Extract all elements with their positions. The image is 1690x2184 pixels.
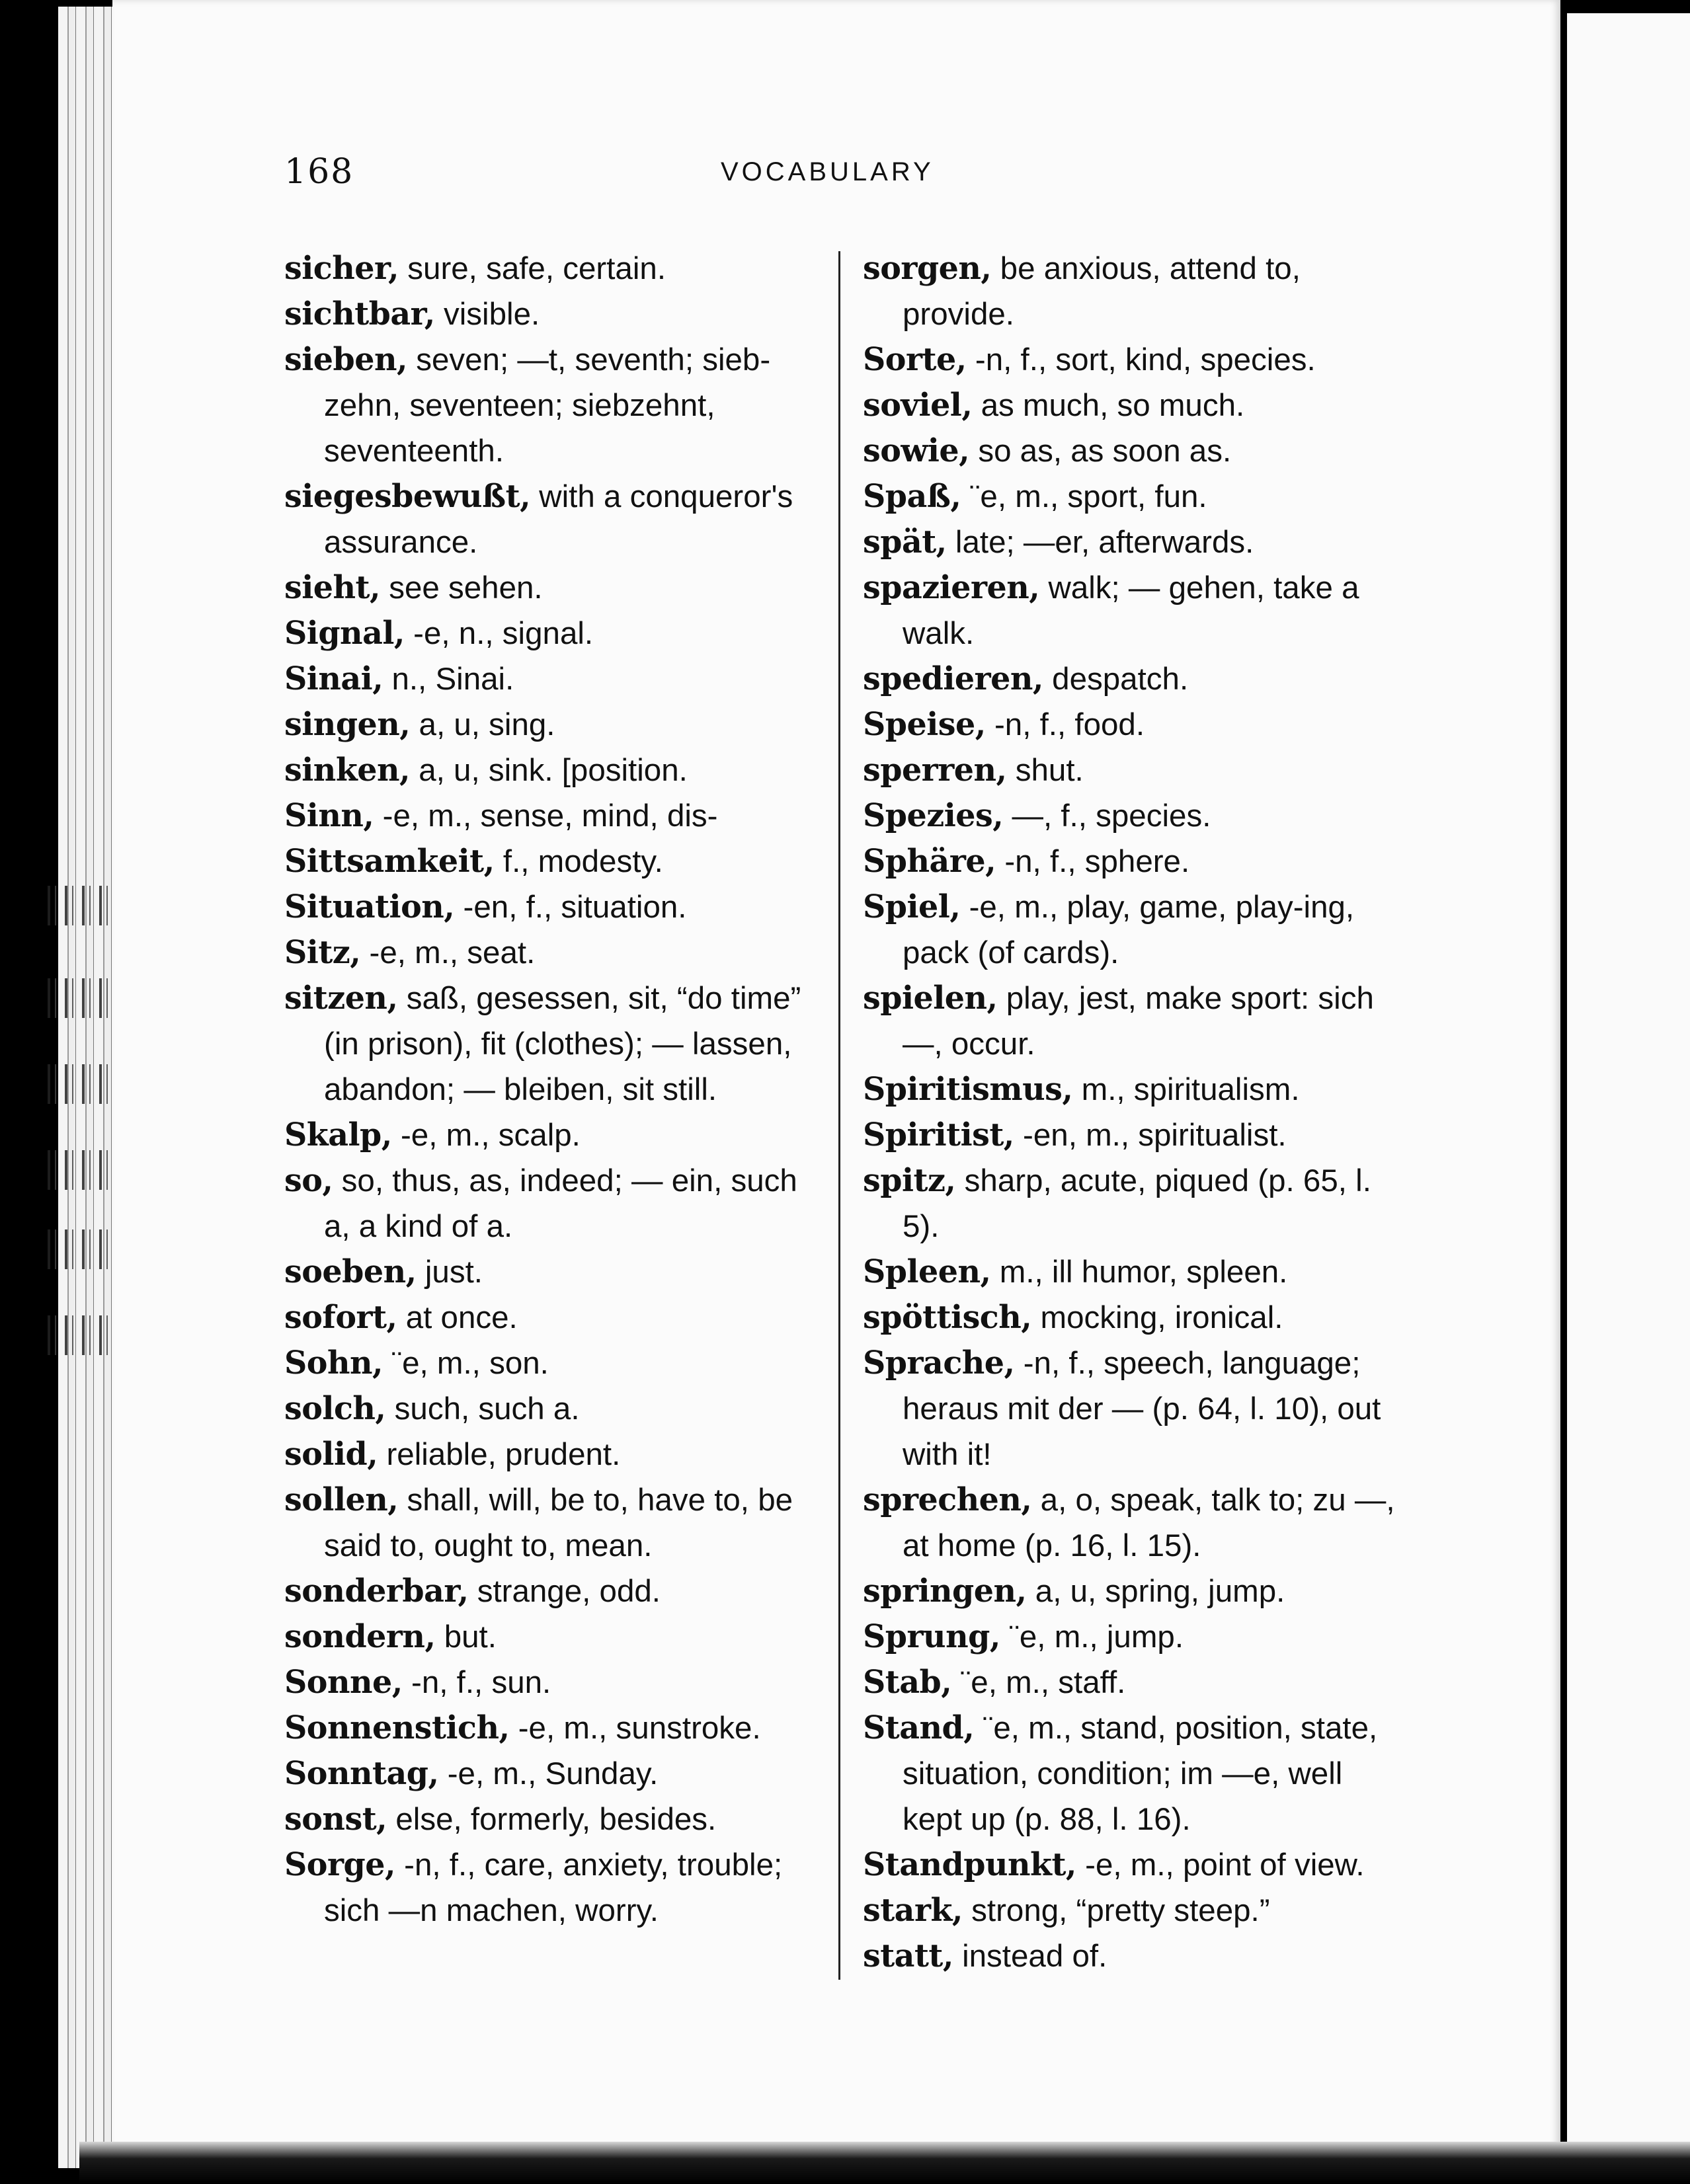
vocabulary-entry [863, 565, 1398, 656]
definition: sure, safe, certain. [399, 251, 666, 286]
definition: so as, as soon as. [969, 434, 1232, 469]
vocabulary-entry [284, 1295, 813, 1341]
headword: Sphäre, [863, 843, 996, 880]
headword: sieht, [284, 569, 381, 606]
definition: n., Sinai. [383, 662, 514, 697]
vocabulary-entry [863, 1705, 1398, 1842]
headword: Sinai, [284, 660, 383, 697]
definition: shut. [1006, 753, 1084, 788]
vocabulary-entry [284, 1705, 813, 1751]
headword: sonst, [284, 1801, 387, 1838]
headword: Stab, [863, 1664, 952, 1701]
headword: sichtbar, [284, 295, 435, 332]
column-divider [838, 251, 840, 1980]
vocabulary-entry [863, 428, 1398, 474]
definition: instead of. [953, 1939, 1107, 1974]
page-bottom-edge [79, 2142, 1690, 2184]
vocabulary-entry [863, 1158, 1398, 1249]
page-edge-mark [48, 1064, 120, 1104]
definition: f., modesty. [494, 844, 663, 879]
vocabulary-entry [863, 1660, 1398, 1705]
definition: -n, f., care, anxiety, trouble; sich —n machen, worry. [324, 1848, 783, 1928]
definition: with a conqueror's assurance. [324, 479, 793, 560]
definition: m., ill humor, spleen. [990, 1255, 1288, 1290]
headword: sieben, [284, 341, 408, 378]
vocabulary-entry [284, 839, 813, 884]
headword: Speise, [863, 706, 986, 743]
headword: Sonnenstich, [284, 1709, 510, 1746]
definition: shall, will, be to, have to, be said to, ought to, mean. [324, 1483, 793, 1563]
headword: spielen, [863, 980, 998, 1017]
vocabulary-entry [863, 474, 1398, 520]
page-gutter [1560, 0, 1567, 2168]
headword: soeben, [284, 1253, 417, 1290]
vocabulary-entry [284, 976, 813, 1112]
vocabulary-entry [284, 1751, 813, 1797]
definition: -e, m., point of view. [1076, 1848, 1365, 1883]
headword: solch, [284, 1390, 386, 1427]
vocabulary-entry [863, 793, 1398, 839]
headword: spät, [863, 524, 947, 561]
definition: such, such a. [385, 1391, 580, 1426]
headword: Sorte, [863, 341, 967, 378]
vocabulary-entry [284, 1112, 813, 1158]
headword: Standpunkt, [863, 1846, 1076, 1883]
vocabulary-entry [284, 748, 813, 793]
headword: sowie, [863, 432, 970, 469]
definition: -n, f., food. [985, 707, 1145, 742]
headword: Sprung, [863, 1618, 1000, 1655]
headword: singen, [284, 706, 411, 743]
definition: —, f., species. [1003, 799, 1211, 834]
vocabulary-entry [284, 292, 813, 337]
definition: as much, so much. [972, 388, 1245, 423]
definition: m., spiritualism. [1072, 1072, 1300, 1107]
definition: ¨e, m., sport, fun. [961, 479, 1207, 514]
right-column [863, 246, 1398, 1979]
definition: so, thus, as, indeed; — ein, such a, a kind of a. [324, 1163, 797, 1244]
definition: -en, m., spiritualist. [1014, 1118, 1287, 1153]
definition: -e, m., play, game, play-ing, pack (of cards). [903, 890, 1355, 970]
headword: statt, [863, 1937, 953, 1974]
vocabulary-entry [863, 1341, 1398, 1477]
vocabulary-entry [863, 1295, 1398, 1341]
definition: -e, m., seat. [360, 935, 536, 970]
definition: strange, odd. [468, 1574, 661, 1609]
headword: Sittsamkeit, [284, 843, 495, 880]
headword: Sitz, [284, 934, 361, 971]
vocabulary-entry [284, 1569, 813, 1614]
headword: siegesbewußt, [284, 478, 531, 515]
definition: strong, “pretty steep.” [962, 1893, 1270, 1928]
headword: spöttisch, [863, 1299, 1032, 1336]
vocabulary-entry [284, 337, 813, 474]
page-edge-mark [48, 1229, 120, 1269]
definition: at once. [397, 1300, 518, 1335]
definition: be anxious, attend to, provide. [903, 251, 1301, 332]
definition: ¨e, m., stand, position, state, situation, condition; im —e, well kept up (p. 88, l. 16). [903, 1711, 1378, 1837]
headword: sonderbar, [284, 1573, 469, 1610]
left-column [284, 246, 813, 1933]
vocabulary-entry [284, 246, 813, 292]
vocabulary-entry [863, 1067, 1398, 1112]
headword: Spaß, [863, 478, 961, 515]
definition: else, formerly, besides. [387, 1802, 717, 1837]
vocabulary-entry [284, 1477, 813, 1569]
headword: Spiritismus, [863, 1071, 1073, 1108]
definition: seven; —t, seventh; sieb-zehn, seventeen; siebzehnt, seventeenth. [324, 342, 771, 469]
headword: sprechen, [863, 1481, 1032, 1518]
definition: -e, m., sunstroke. [509, 1711, 761, 1746]
headword: Sorge, [284, 1846, 395, 1883]
definition: just. [416, 1255, 483, 1290]
headword: so, [284, 1162, 333, 1199]
headword: soviel, [863, 387, 973, 424]
headword: Sonne, [284, 1664, 403, 1701]
headword: sollen, [284, 1481, 399, 1518]
definition: saß, gesessen, sit, “do time” (in prison), fit (clothes); — lassen, abandon; — bleiben, sit still. [324, 981, 801, 1107]
vocabulary-entry [284, 1249, 813, 1295]
vocabulary-entry [863, 839, 1398, 884]
vocabulary-entry [863, 1614, 1398, 1660]
definition: a, o, speak, talk to; zu —, at home (p. 16, l. 15). [903, 1483, 1395, 1563]
vocabulary-entry [863, 884, 1398, 976]
headword: stark, [863, 1892, 963, 1929]
headword: sperren, [863, 752, 1007, 789]
definition: despatch. [1043, 662, 1189, 697]
vocabulary-entry [863, 1933, 1398, 1979]
vocabulary-entry [863, 1477, 1398, 1569]
vocabulary-entry [284, 474, 813, 565]
headword: springen, [863, 1573, 1027, 1610]
headword: Spezies, [863, 797, 1004, 834]
vocabulary-entry [863, 1888, 1398, 1933]
definition: a, u, sink. [position. [410, 753, 688, 788]
headword: Sohn, [284, 1345, 383, 1382]
headword: sinken, [284, 752, 411, 789]
definition: -e, m., scalp. [391, 1118, 581, 1153]
headword: sondern, [284, 1618, 436, 1655]
headword: spazieren, [863, 569, 1040, 606]
definition: walk; — gehen, take a walk. [903, 570, 1359, 651]
definition: -e, n., signal. [404, 616, 594, 651]
vocabulary-entry [284, 702, 813, 748]
vocabulary-entry [284, 1797, 813, 1842]
vocabulary-entry [284, 1660, 813, 1705]
headword: sofort, [284, 1299, 397, 1336]
vocabulary-entry [284, 1842, 813, 1933]
headword: Signal, [284, 615, 405, 652]
definition: ¨e, m., son. [383, 1346, 549, 1381]
definition: mocking, ironical. [1031, 1300, 1283, 1335]
headword: sitzen, [284, 980, 398, 1017]
definition: -e, m., Sunday. [438, 1756, 659, 1791]
definition: but. [435, 1619, 497, 1655]
page-edge-mark [48, 978, 120, 1018]
headword: Spiritist, [863, 1116, 1014, 1153]
vocabulary-entry [863, 748, 1398, 793]
headword: Sinn, [284, 797, 374, 834]
vocabulary-entry [284, 611, 813, 656]
vocabulary-entry [284, 1614, 813, 1660]
vocabulary-entry [284, 565, 813, 611]
definition: -n, f., sort, kind, species. [966, 342, 1316, 377]
vocabulary-entry [863, 246, 1398, 337]
headword: Stand, [863, 1709, 975, 1746]
vocabulary-entry [863, 520, 1398, 565]
vocabulary-entry [863, 337, 1398, 383]
running-head: VOCABULARY [721, 157, 934, 186]
vocabulary-entry [863, 1249, 1398, 1295]
vocabulary-entry [284, 1432, 813, 1477]
definition: -n, f., speech, language; heraus mit der — (p. 64, l. 10), out with it! [903, 1346, 1381, 1472]
headword: Sonntag, [284, 1755, 439, 1792]
headword: Spleen, [863, 1253, 991, 1290]
vocabulary-entry [863, 1842, 1398, 1888]
headword: Skalp, [284, 1116, 392, 1153]
vocabulary-entry [284, 1158, 813, 1249]
headword: solid, [284, 1436, 378, 1473]
vocabulary-entry [284, 656, 813, 702]
headword: Spiel, [863, 888, 961, 925]
definition: play, jest, make sport: sich —, occur. [903, 981, 1374, 1062]
vocabulary-entry [863, 976, 1398, 1067]
definition: sharp, acute, piqued (p. 65, l. 5). [903, 1163, 1371, 1244]
definition: -en, f., situation. [454, 890, 687, 925]
definition: reliable, prudent. [378, 1437, 621, 1472]
vocabulary-entry [863, 383, 1398, 428]
definition: -n, f., sphere. [996, 844, 1190, 879]
definition: visible. [434, 297, 540, 332]
page-header [284, 152, 1382, 198]
definition: see sehen. [380, 570, 543, 605]
vocabulary-entry [284, 930, 813, 976]
page-number: 168 [284, 152, 354, 192]
definition: a, u, spring, jump. [1026, 1574, 1285, 1609]
page-edge-mark [48, 1150, 120, 1190]
headword: Situation, [284, 888, 455, 925]
definition: ¨e, m., jump. [1000, 1619, 1184, 1655]
headword: Sprache, [863, 1345, 1015, 1382]
definition: ¨e, m., staff. [951, 1665, 1126, 1700]
headword: spedieren, [863, 660, 1043, 697]
headword: sorgen, [863, 250, 992, 287]
definition: -n, f., sun. [402, 1665, 551, 1700]
definition: a, u, sing. [410, 707, 555, 742]
vocabulary-entry [284, 1386, 813, 1432]
headword: sicher, [284, 250, 399, 287]
page-edge-mark [48, 886, 120, 925]
vocabulary-entry [284, 793, 813, 839]
vocabulary-entry [863, 656, 1398, 702]
page-edge-mark [48, 1315, 120, 1355]
vocabulary-entry [863, 702, 1398, 748]
headword: spitz, [863, 1162, 956, 1199]
facing-page [1567, 13, 1690, 2155]
vocabulary-entry [863, 1112, 1398, 1158]
vocabulary-entry [284, 1341, 813, 1386]
vocabulary-entry [284, 884, 813, 930]
vocabulary-entry [863, 1569, 1398, 1614]
definition: late; —er, afterwards. [946, 525, 1254, 560]
definition: -e, m., sense, mind, dis- [374, 799, 718, 834]
